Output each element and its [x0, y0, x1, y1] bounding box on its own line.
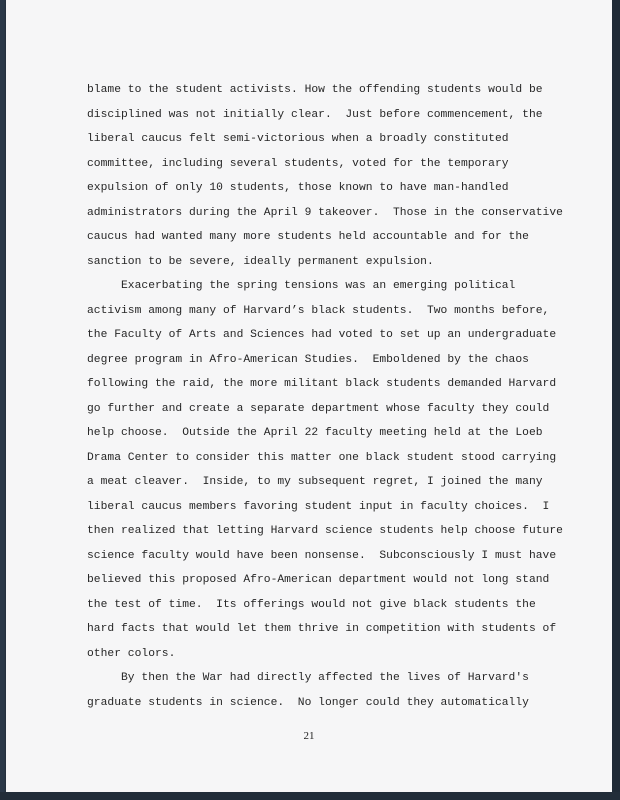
text-line: go further and create a separate department whose faculty they could	[87, 402, 550, 415]
text-line: degree program in Afro-American Studies. Emboldened by the chaos	[87, 353, 529, 366]
text-line: blame to the student activists. How the offending students would be	[87, 84, 543, 96]
text-line: Drama Center to consider this matter one black student stood carrying	[87, 451, 557, 464]
text-line: believed this proposed Afro-American department would not long stand	[87, 574, 550, 586]
text-line: help choose. Outside the April 22 faculty meeting held at the Loeb	[87, 427, 543, 439]
text-line: liberal caucus felt semi-victorious when a broadly constituted	[87, 133, 509, 145]
text-line: a meat cleaver. Inside, to my subsequent regret, I joined the many	[87, 476, 543, 488]
text-line: disciplined was not initially clear. Just before commencement, the	[87, 108, 543, 121]
scan-edge-bottom	[0, 792, 620, 800]
text-line: Exacerbating the spring tensions was an emerging political	[87, 280, 516, 292]
text-line: liberal caucus members favoring student input in faculty choices. I	[87, 500, 550, 513]
text-line: then realized that letting Harvard science students help choose future	[87, 525, 563, 537]
document-page	[6, 0, 612, 792]
text-line: the Faculty of Arts and Sciences had voted to set up an undergraduate	[87, 329, 557, 341]
scan-edge-right	[612, 0, 620, 800]
body-text	[87, 78, 563, 715]
text-line: activism among many of Harvard’s black students. Two months before,	[87, 304, 550, 317]
text-line: the test of time. Its offerings would not give black students the	[87, 598, 536, 611]
page-number: 21	[303, 730, 315, 742]
text-line: science faculty would have been nonsense. Subconsciously I must have	[87, 549, 557, 562]
text-line: administrators during the April 9 takeover. Those in the conservative	[87, 206, 563, 219]
text-line: hard facts that would let them thrive in competition with students of	[87, 623, 557, 635]
text-line: sanction to be severe, ideally permanent expulsion.	[87, 255, 434, 268]
text-line: other colors.	[87, 647, 176, 660]
text-line: By then the War had directly affected the lives of Harvard's	[87, 672, 529, 684]
text-line: expulsion of only 10 students, those known to have man-handled	[87, 182, 509, 194]
text-line: caucus had wanted many more students held accountable and for the	[87, 231, 529, 243]
text-line: committee, including several students, voted for the temporary	[87, 157, 509, 170]
text-line: graduate students in science. No longer could they automatically	[87, 696, 529, 709]
text-line: following the raid, the more militant black students demanded Harvard	[87, 378, 557, 390]
